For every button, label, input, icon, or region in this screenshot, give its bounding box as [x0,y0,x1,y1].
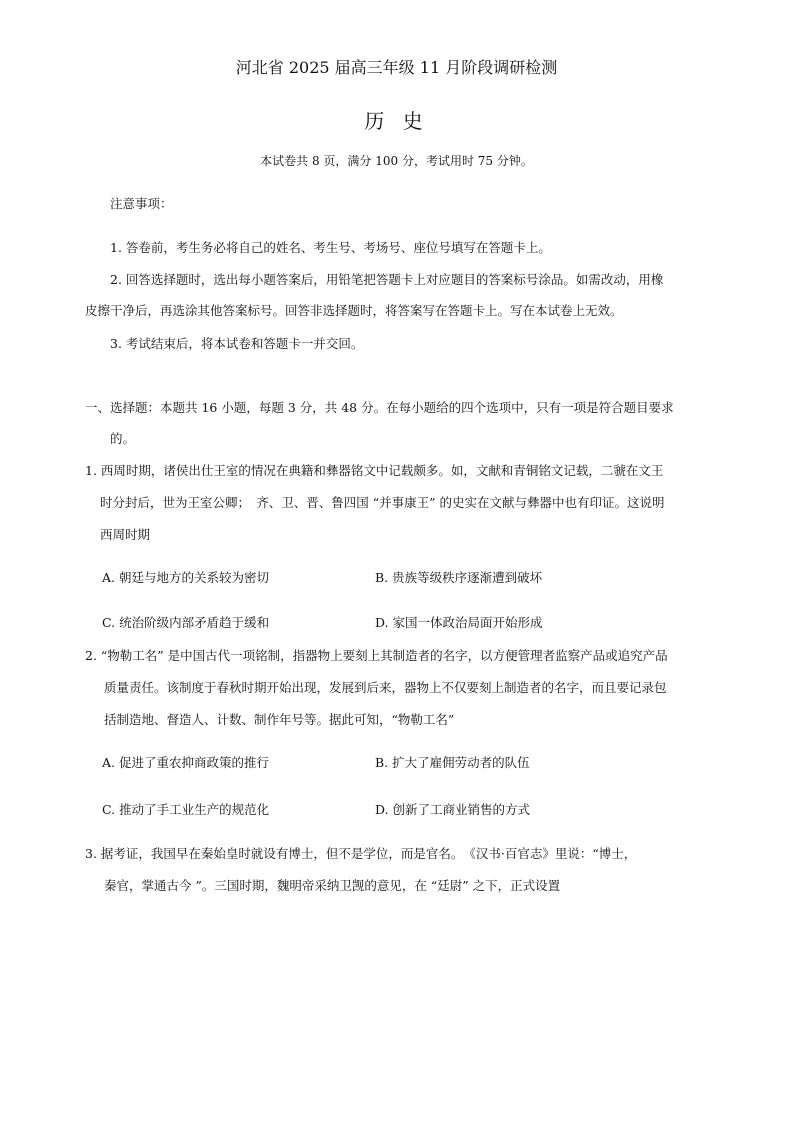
exam-title: 河北省 2025 届高三年级 11 月阶段调研检测 [235,58,558,77]
question-1-option-b: B. 贵族等级秩序逐渐遭到破坏 [375,570,543,585]
question-1-option-d: D. 家国一体政治局面开始形成 [375,615,543,630]
question-2-option-b: B. 扩大了雇佣劳动者的队伍 [375,755,530,770]
section-heading-line-1: 一、选择题：本题共 16 小题，每题 3 分，共 48 分。在每小题给的四个选项中，只有一项是符合题目要求 [85,400,674,415]
question-2-option-a: A. 促进了重农抑商政策的推行 [102,755,269,770]
notes-heading: 注意事项： [110,196,173,211]
note-item-2-line-1: 2. 回答选择题时，选出每小题答案后，用铅笔把答题卡上对应题目的答案标号涂品。如需改动，用橡 [110,272,664,287]
question-1-line-1: 1. 西周时期，诸侯出仕王室的情况在典籍和彝器铭文中记载颇多。如，文献和青铜铭文记载，二虢在文王 [85,463,664,478]
question-1-line-2: 时分封后，世为王室公卿； 齐、卫、晋、鲁四国 “并事康王” 的史实在文献与彝器中也有印证。这说明 [100,495,665,510]
note-item-2-line-2: 皮擦干净后，再选涂其他答案标号。回答非选择题时，将答案写在答题卡上。写在本试卷上无效。 [85,303,623,318]
subject-title: 历 史 [364,109,429,133]
note-item-3: 3. 考试结束后，将本试卷和答题卡一并交回。 [110,336,364,351]
question-3-line-1: 3. 据考证，我国早在秦始皇时就设有博士，但不是学位，而是官名。 《汉书·百官志》里说：“博士， [85,846,637,861]
note-item-1: 1. 答卷前，考生务必将自己的姓名、考生号、考场号、座位号填写在答题卡上。 [110,240,551,255]
question-2-line-3: 括制造地、督造人、计数、制作年号等。据此可知，“物勒工名” [104,712,455,727]
exam-info: 本试卷共 8 页，满分 100 分，考试用时 75 分钟。 [260,154,533,168]
question-1-line-3: 西周时期 [100,527,151,542]
question-2-option-c: C. 推动了手工业生产的规范化 [102,802,270,817]
question-1-option-c: C. 统治阶级内部矛盾趋于缓和 [102,615,270,630]
section-heading-line-2: 的。 [110,431,136,446]
question-2-line-2: 质量责任。该制度于春秋时期开始出现，发展到后来，器物上不仅要刻上制造者的名字，而且要记录包 [104,680,667,695]
question-1-option-a: A. 朝廷与地方的关系较为密切 [102,570,269,585]
question-2-option-d: D. 创新了工商业销售的方式 [375,802,531,817]
question-2-line-1: 2. “物勒工名” 是中国古代一项铭制，指器物上要刻上其制造者的名字，以方便管理者监察产品或追究产品 [85,648,668,663]
question-3-line-2: 秦官，掌通古今 ”。三国时期，魏明帝采纳卫觊的意见，在 “廷尉” 之下，正式设置 [104,878,561,893]
